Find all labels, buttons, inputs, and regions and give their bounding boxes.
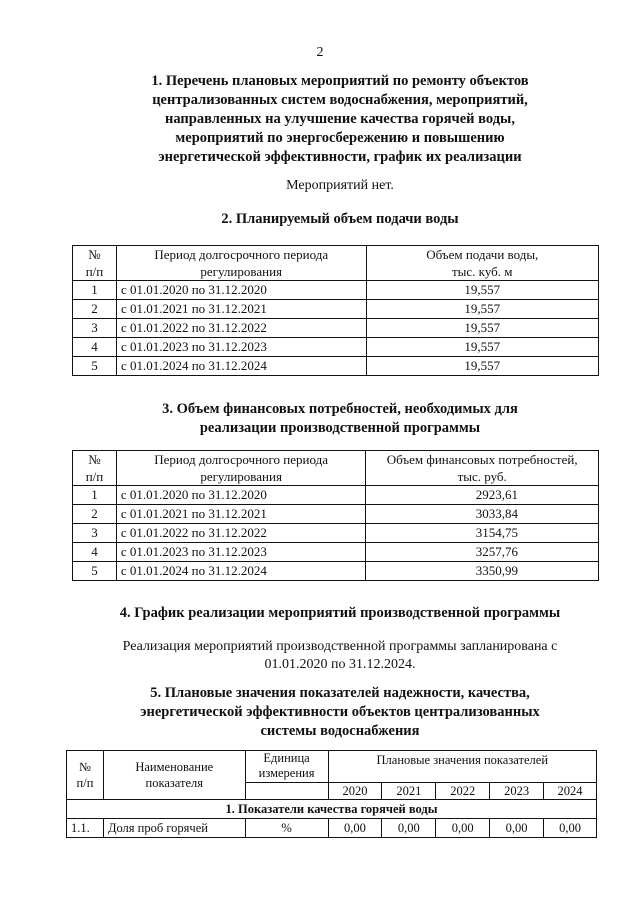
row-period: с 01.01.2024 по 31.12.2024 bbox=[116, 357, 366, 376]
header-text: Объем подачи воды, bbox=[426, 247, 539, 262]
indicators-table bbox=[66, 750, 597, 838]
header-text: тыс. куб. м bbox=[452, 264, 513, 279]
row-period: с 01.01.2021 по 31.12.2021 bbox=[116, 505, 365, 524]
table-row bbox=[73, 524, 599, 543]
year-header: 2023 bbox=[490, 783, 544, 800]
section4-title: 4. График реализации мероприятий производственной программы bbox=[119, 605, 561, 621]
section4-text-line: Реализация мероприятий производственной программы запланирована с bbox=[122, 639, 558, 654]
row-num: 4 bbox=[73, 543, 117, 562]
header-period bbox=[116, 246, 366, 281]
table-row bbox=[73, 319, 599, 338]
header-text: № bbox=[79, 760, 91, 774]
row-num: 3 bbox=[73, 524, 117, 543]
row-num: 4 bbox=[73, 338, 117, 357]
header-text: № bbox=[88, 247, 101, 262]
row-value: 2923,61 bbox=[366, 486, 599, 505]
row-period: с 01.01.2023 по 31.12.2023 bbox=[116, 338, 366, 357]
section3-title-line: реализации производственной программы bbox=[199, 420, 481, 436]
header-planned: Плановые значения показателей bbox=[328, 751, 596, 783]
header-text: Единица bbox=[263, 751, 310, 765]
year-header: 2022 bbox=[436, 783, 490, 800]
section5-title-line: системы водоснабжения bbox=[260, 723, 420, 739]
section4-text bbox=[60, 638, 620, 674]
row-num: 5 bbox=[73, 562, 117, 581]
row-value: 0,00 bbox=[544, 819, 597, 838]
row-num: 1.1. bbox=[67, 819, 104, 838]
header-num bbox=[67, 751, 104, 800]
row-value: 19,557 bbox=[366, 357, 599, 376]
row-period: с 01.01.2021 по 31.12.2021 bbox=[116, 300, 366, 319]
row-value: 19,557 bbox=[366, 281, 599, 300]
header-text: Объем финансовых потребностей, bbox=[386, 452, 578, 467]
row-value: 0,00 bbox=[490, 819, 544, 838]
header-text: п/п bbox=[85, 469, 104, 484]
row-value: 0,00 bbox=[328, 819, 382, 838]
row-name: Доля проб горячей bbox=[103, 819, 245, 838]
year-header: 2021 bbox=[382, 783, 436, 800]
header-text: измерения bbox=[258, 766, 315, 780]
row-period: с 01.01.2023 по 31.12.2023 bbox=[116, 543, 365, 562]
section1-title-line: энергетической эффективности, график их реализации bbox=[158, 149, 522, 165]
table-row bbox=[73, 338, 599, 357]
row-value: 3350,99 bbox=[366, 562, 599, 581]
header-text: п/п bbox=[85, 264, 104, 279]
header-text: № bbox=[88, 452, 101, 467]
header-text: регулирования bbox=[200, 469, 282, 484]
row-period: с 01.01.2020 по 31.12.2020 bbox=[116, 486, 365, 505]
header-num bbox=[73, 246, 117, 281]
row-value: 3257,76 bbox=[366, 543, 599, 562]
header-unit-empty bbox=[245, 783, 328, 800]
header-text: п/п bbox=[76, 776, 94, 790]
row-unit: % bbox=[245, 819, 328, 838]
row-value: 0,00 bbox=[382, 819, 436, 838]
table-row bbox=[73, 357, 599, 376]
row-value: 0,00 bbox=[436, 819, 490, 838]
section1-title-line: мероприятий по энергосбережению и повышению bbox=[175, 130, 505, 146]
group-title: 1. Показатели качества горячей воды bbox=[67, 800, 597, 819]
table-row bbox=[73, 505, 599, 524]
header-text: Наименование bbox=[135, 760, 214, 774]
section1-title-line: направленных на улучшение качества горячей воды, bbox=[164, 111, 515, 127]
header-text: Период долгосрочного периода bbox=[154, 247, 329, 262]
header-text: тыс. руб. bbox=[457, 469, 507, 484]
row-num: 3 bbox=[73, 319, 117, 338]
financial-needs-table bbox=[72, 450, 599, 581]
section1-title-line: 1. Перечень плановых мероприятий по ремонту объектов bbox=[151, 73, 529, 89]
header-text: показателя bbox=[145, 776, 204, 790]
header-period bbox=[116, 451, 365, 486]
section4-text-line: 01.01.2020 по 31.12.2024. bbox=[264, 657, 416, 672]
section5-title-line: 5. Плановые значения показателей надежности, качества, bbox=[150, 685, 530, 701]
water-supply-table bbox=[72, 245, 599, 376]
row-period: с 01.01.2020 по 31.12.2020 bbox=[116, 281, 366, 300]
row-num: 2 bbox=[73, 300, 117, 319]
header-text: Период долгосрочного периода bbox=[154, 452, 328, 467]
row-num: 5 bbox=[73, 357, 117, 376]
header-unit bbox=[245, 751, 328, 783]
header-value bbox=[366, 246, 599, 281]
header-value bbox=[366, 451, 599, 486]
row-value: 19,557 bbox=[366, 338, 599, 357]
table-row bbox=[73, 300, 599, 319]
section5-title bbox=[60, 684, 620, 741]
row-period: с 01.01.2024 по 31.12.2024 bbox=[116, 562, 365, 581]
section3-title bbox=[60, 400, 620, 438]
row-value: 3154,75 bbox=[366, 524, 599, 543]
header-text: регулирования bbox=[200, 264, 283, 279]
header-name bbox=[103, 751, 245, 800]
row-num: 1 bbox=[73, 281, 117, 300]
row-value: 19,557 bbox=[366, 319, 599, 338]
table-row bbox=[73, 486, 599, 505]
section1-title-line: централизованных систем водоснабжения, мероприятий, bbox=[152, 92, 528, 108]
row-num: 2 bbox=[73, 505, 117, 524]
section2-title: 2. Планируемый объем подачи воды bbox=[221, 211, 459, 227]
section3-title-line: 3. Объем финансовых потребностей, необходимых для bbox=[162, 401, 518, 417]
table-row bbox=[73, 562, 599, 581]
row-period: с 01.01.2022 по 31.12.2022 bbox=[116, 319, 366, 338]
row-value: 19,557 bbox=[366, 300, 599, 319]
section1-note: Мероприятий нет. bbox=[286, 178, 394, 193]
year-header: 2024 bbox=[544, 783, 597, 800]
row-num: 1 bbox=[73, 486, 117, 505]
section5-title-line: энергетической эффективности объектов централизованных bbox=[140, 704, 540, 720]
table-row bbox=[67, 819, 597, 838]
page-number: 2 bbox=[316, 45, 324, 60]
row-period: с 01.01.2022 по 31.12.2022 bbox=[116, 524, 365, 543]
header-num bbox=[73, 451, 117, 486]
table-row bbox=[73, 281, 599, 300]
year-header: 2020 bbox=[328, 783, 382, 800]
section1-title bbox=[60, 72, 620, 167]
row-value: 3033,84 bbox=[366, 505, 599, 524]
table-row bbox=[73, 543, 599, 562]
